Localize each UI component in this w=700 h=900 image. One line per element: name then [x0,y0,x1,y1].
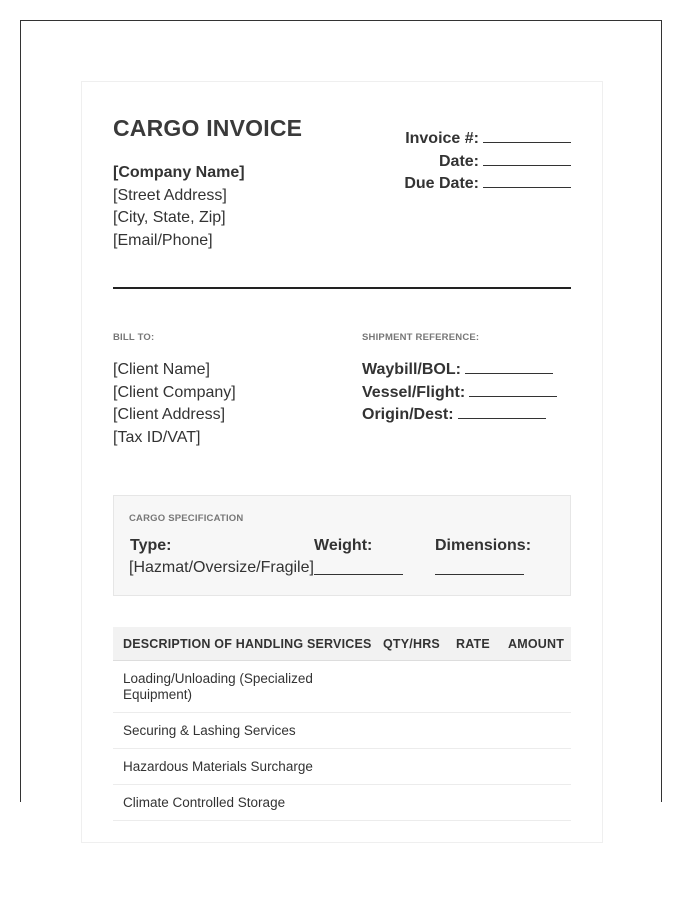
company-street: [Street Address] [113,186,227,204]
bill-to-block [113,359,236,449]
client-tax-id: [Tax ID/VAT] [113,428,201,446]
date-label: Date: [438,152,479,170]
waybill-label: Waybill/BOL: [362,361,461,378]
origin-blank [458,404,546,419]
table-row [113,749,571,785]
row-description: Hazardous Materials Surcharge [123,759,313,774]
col-amount-header: AMOUNT [508,637,565,651]
client-company: [Client Company] [113,383,236,401]
cargo-dimensions-blank [435,560,524,575]
company-block [113,162,245,252]
due-date-label: Due Date: [404,175,479,192]
row-description: Loading/Unloading (Specialized Equipment) [123,671,313,702]
company-contact: [Email/Phone] [113,231,213,249]
shipment-reference-label: SHIPMENT REFERENCE: [362,332,480,343]
table-row [113,785,571,821]
invoice-sheet [81,81,603,843]
header-divider [113,287,571,289]
due-date-blank [483,173,571,188]
services-table-header [113,627,571,661]
table-row [113,661,571,713]
row-description: Climate Controlled Storage [123,795,286,810]
row-description: Securing & Lashing Services [123,723,296,738]
client-address: [Client Address] [113,406,226,423]
cargo-weight-blank [314,560,403,575]
vessel-row [362,382,557,405]
vessel-blank [469,382,557,397]
invoice-number-label: Invoice #: [405,130,479,147]
date-blank [483,151,571,166]
origin-row [362,404,557,427]
cargo-specification-box [113,495,571,596]
col-description-header: DESCRIPTION OF HANDLING SERVICES [123,637,372,651]
col-rate-header: RATE [456,637,490,651]
waybill-blank [465,359,553,374]
invoice-number-blank [483,128,571,143]
cargo-weight-label: Weight: [314,537,373,554]
bill-to-label: BILL TO: [113,332,155,343]
vessel-label: Vessel/Flight: [362,383,466,401]
col-qty-header: QTY/HRS [383,637,440,651]
due-date-row [404,173,571,196]
invoice-title: CARGO INVOICE [113,115,303,141]
waybill-row [362,359,557,382]
invoice-number-row [404,128,571,151]
company-name: [Company Name] [113,164,245,181]
cargo-specification-label: CARGO SPECIFICATION [129,513,244,524]
invoice-meta [404,128,571,196]
table-row [113,713,571,749]
company-city: [City, State, Zip] [113,209,226,226]
date-row [404,151,571,174]
client-name: [Client Name] [113,361,210,378]
origin-label: Origin/Dest: [362,406,454,423]
cargo-type-value: [Hazmat/Oversize/Fragile] [129,559,314,576]
document-viewport [20,20,662,810]
cargo-dimensions-label: Dimensions: [435,537,532,554]
cargo-type-label: Type: [130,537,172,554]
shipment-reference-block [362,359,557,427]
